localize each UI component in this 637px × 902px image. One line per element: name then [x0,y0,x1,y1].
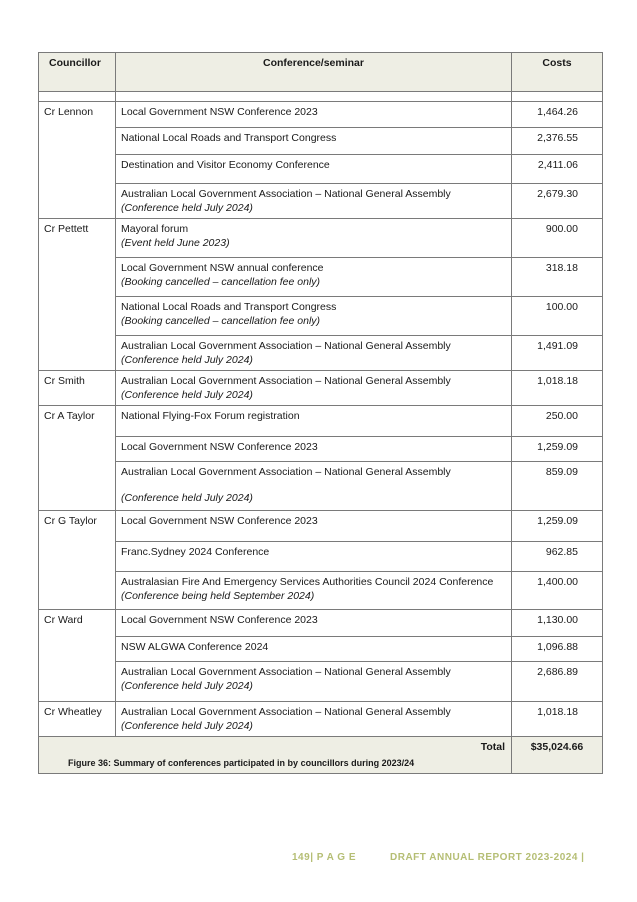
conference-note: (Conference held July 2024) [121,680,253,692]
councillor-cell: Cr G Taylor [39,511,116,610]
conference-name: Local Government NSW Conference 2023 [121,614,318,626]
conference-cell [116,102,512,128]
conference-name: Local Government NSW annual conference [121,262,324,274]
conference-note: (Booking cancelled – cancellation fee only) [121,315,321,327]
cost-cell: 1,130.00 [512,610,603,637]
table-header-row [39,53,603,92]
conference-cell [116,572,512,610]
table-row [39,511,603,542]
conference-cell [116,184,512,219]
table-row [39,258,603,297]
cost-cell: 100.00 [512,297,603,336]
header-costs: Costs [512,53,603,92]
conference-name: Destination and Visitor Economy Conference [121,159,330,171]
councillor-cell: Cr Ward [39,610,116,702]
table-row [39,297,603,336]
cost-cell: 1,096.88 [512,637,603,662]
conference-name: Local Government NSW Conference 2023 [121,441,318,453]
conference-cell [116,662,512,702]
cost-cell: 1,018.18 [512,702,603,737]
table-row [39,219,603,258]
conference-cell [116,155,512,184]
table-row [39,637,603,662]
header-conference: Conference/seminar [116,53,512,92]
conference-name: National Flying-Fox Forum registration [121,410,300,422]
conference-cell [116,128,512,155]
conference-cell [116,406,512,437]
cost-cell: 859.09 [512,462,603,511]
cost-cell: 1,018.18 [512,371,603,406]
conference-costs-table [38,52,603,774]
page-label: | P A G E [310,852,357,863]
cost-cell: 1,464.26 [512,102,603,128]
conference-cell [116,637,512,662]
cost-cell: 1,400.00 [512,572,603,610]
cost-cell: 1,259.09 [512,437,603,462]
conference-cell [116,702,512,737]
conference-name: Australian Local Government Association – National General Assembly [121,188,451,200]
table-row [39,336,603,371]
conference-cell [116,511,512,542]
councillor-cell: Cr Pettett [39,219,116,371]
footer-page [292,852,356,863]
figure-caption: Figure 36: Summary of conferences participated in by councillors during 2023/24 [68,758,415,768]
conference-name: Australian Local Government Association – National General Assembly [121,666,451,678]
councillor-cell: Cr Lennon [39,102,116,219]
header-councillor: Councillor [39,53,116,92]
table-row [39,702,603,737]
cost-cell: 1,259.09 [512,511,603,542]
conference-cell [116,610,512,637]
cost-cell: 2,376.55 [512,128,603,155]
conference-note: (Conference held July 2024) [121,492,253,504]
conference-name: NSW ALGWA Conference 2024 [121,641,269,653]
conference-name: Franc.Sydney 2024 Conference [121,546,270,558]
table-row [39,102,603,128]
conference-name: Australian Local Government Association – National General Assembly [121,466,451,478]
table-row [39,128,603,155]
table-row [39,662,603,702]
conference-name: Australian Local Government Association – National General Assembly [121,375,451,387]
conference-note: (Booking cancelled – cancellation fee only) [121,276,321,288]
councillor-cell: Cr Wheatley [39,702,116,737]
conference-cell [116,542,512,572]
table-row [39,542,603,572]
councillor-cell: Cr Smith [39,371,116,406]
table-row [39,184,603,219]
cost-cell: 2,411.06 [512,155,603,184]
conference-note: (Conference being held September 2024) [121,590,315,602]
cost-cell: 900.00 [512,219,603,258]
cost-cell: 250.00 [512,406,603,437]
total-label: Total [39,737,512,774]
cost-cell: 962.85 [512,542,603,572]
councillor-cell: Cr A Taylor [39,406,116,511]
page-number: 149 [292,852,311,863]
conference-name: Mayoral forum [121,223,189,235]
conference-name: Australasian Fire And Emergency Services Authorities Council 2024 Conference [121,576,494,588]
conference-name: National Local Roads and Transport Congress [121,132,337,144]
total-value: $35,024.66 [512,737,603,774]
header-spacer-row [39,92,603,102]
table-row [39,406,603,437]
table-row [39,371,603,406]
conference-cell [116,258,512,297]
conference-note: (Event held June 2023) [121,237,230,249]
conference-name: Australian Local Government Association – National General Assembly [121,340,451,352]
conference-note: (Conference held July 2024) [121,202,253,214]
table-row [39,437,603,462]
table-row [39,610,603,637]
conference-note: (Conference held July 2024) [121,354,253,366]
conference-cell [116,371,512,406]
cost-cell: 1,491.09 [512,336,603,371]
conference-note: (Conference held July 2024) [121,720,253,732]
conference-cell [116,297,512,336]
conference-name: Local Government NSW Conference 2023 [121,515,318,527]
cost-cell: 318.18 [512,258,603,297]
conference-name: Local Government NSW Conference 2023 [121,106,318,118]
conference-cell [116,437,512,462]
cost-cell: 2,679.30 [512,184,603,219]
footer-report-title: DRAFT ANNUAL REPORT 2023-2024 | [390,852,585,863]
table-row [39,155,603,184]
conference-name: Australian Local Government Association – National General Assembly [121,706,451,718]
conference-note: (Conference held July 2024) [121,389,253,401]
conference-cell [116,336,512,371]
cost-cell: 2,686.89 [512,662,603,702]
conference-name: National Local Roads and Transport Congress [121,301,337,313]
conference-cell [116,462,512,511]
table-body [39,102,603,737]
table-row [39,462,603,511]
conference-cell [116,219,512,258]
table-row [39,572,603,610]
